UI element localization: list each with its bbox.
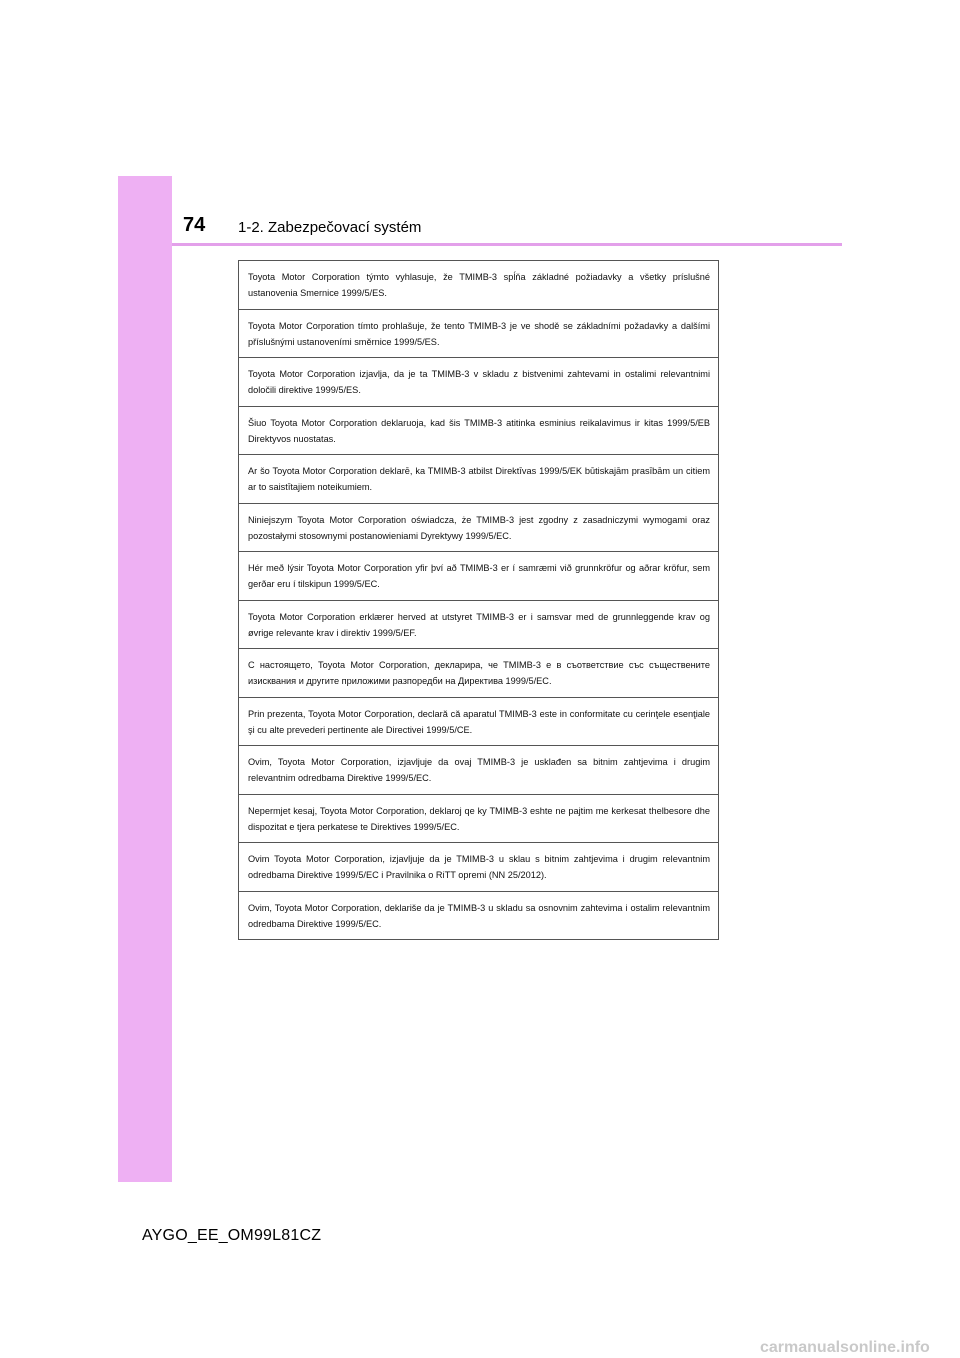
declaration-lithuanian: Šiuo Toyota Motor Corporation deklaruoja, kad šis TMIMB-3 atitinka esminius reikalavimus ir kitas 1999/5/EB Direktyvos nuostatas.: [239, 407, 718, 456]
watermark: carmanualsonline.info: [760, 1339, 930, 1356]
declaration-icelandic: Hér með lýsir Toyota Motor Corporation yfir því að TMIMB-3 er í samræmi við grunnkröfur og aðrar kröfur, sem gerðar eru í tilskipun 1999/5/EC.: [239, 552, 718, 601]
declaration-czech: Toyota Motor Corporation tímto prohlašuje, že tento TMIMB-3 je ve shodě se základními požadavky a dalšími příslušnými ustanoveními směrnice 1999/5/ES.: [239, 310, 718, 359]
declaration-latvian: Ar šo Toyota Motor Corporation deklarē, ka TMIMB-3 atbilst Direktīvas 1999/5/EK būtiskajām prasībām un citiem ar to saistītajiem noteikumiem.: [239, 455, 718, 504]
header-divider: [172, 243, 842, 246]
declaration-albanian: Nepermjet kesaj, Toyota Motor Corporation, deklaroj qe ky TMIMB-3 eshte ne pajtim me kerkesat thelbesore dhe dispozitat e tjera perkatese te Direktives 1999/5/EC.: [239, 795, 718, 844]
declaration-slovenian: Toyota Motor Corporation izjavlja, da je ta TMIMB-3 v skladu z bistvenimi zahtevami in ostalimi relevantnimi določili direktive 1999/5/ES.: [239, 358, 718, 407]
page-number: 74: [183, 214, 206, 236]
declaration-romanian: Prin prezenta, Toyota Motor Corporation, declară că aparatul TMIMB-3 este in conformitate cu cerinţele esenţiale şi cu alte prevederi pertinente ale Directivei 1999/5/CE.: [239, 698, 718, 747]
document-code: AYGO_EE_OM99L81CZ: [142, 1227, 322, 1244]
side-color-band: [118, 176, 172, 1182]
declaration-slovak: Toyota Motor Corporation týmto vyhlasuje, že TMIMB-3 spĺňa základné požiadavky a všetky príslušné ustanovenia Smernice 1999/5/ES.: [239, 261, 718, 310]
declaration-table: [238, 260, 719, 940]
declaration-bosnian: Ovim, Toyota Motor Corporation, izjavljuje da ovaj TMIMB-3 je usklađen sa bitnim zahtjevima i drugim relevantnim odredbama Direktive 1999/5/EC.: [239, 746, 718, 795]
declaration-serbian: Ovim, Toyota Motor Corporation, deklariše da je TMIMB-3 u skladu sa osnovnim zahtevima i ostalim relevantnim odredbama Direktive 1999/5/EC.: [248, 902, 710, 929]
declaration-norwegian: Toyota Motor Corporation erklærer herved at utstyret TMIMB-3 er i samsvar med de grunnleggende krav og øvrige relevante krav i direktiv 1999/5/EF.: [239, 601, 718, 650]
section-title: 1-2. Zabezpečovací systém: [238, 219, 422, 236]
declaration-croatian: Ovim Toyota Motor Corporation, izjavljuje da je TMIMB-3 u sklau s bitnim zahtjevima i drugim relevantnim odredbama Direktive 1999/5/EC i Pravilnika o RiTT opremi (NN 25/2012).: [239, 843, 718, 892]
declaration-polish: Niniejszym Toyota Motor Corporation oświadcza, że TMIMB-3 jest zgodny z zasadniczymi wymogami oraz pozostałymi stosownymi postanowieniami Dyrektywy 1999/5/EC.: [239, 504, 718, 553]
declaration-bulgarian: С настоящето, Toyota Motor Corporation, декларира, че TMIMB-3 е в съответствие със съществените изисквания и другите приложими разпоредби на Директива 1999/5/ЕС.: [239, 649, 718, 698]
